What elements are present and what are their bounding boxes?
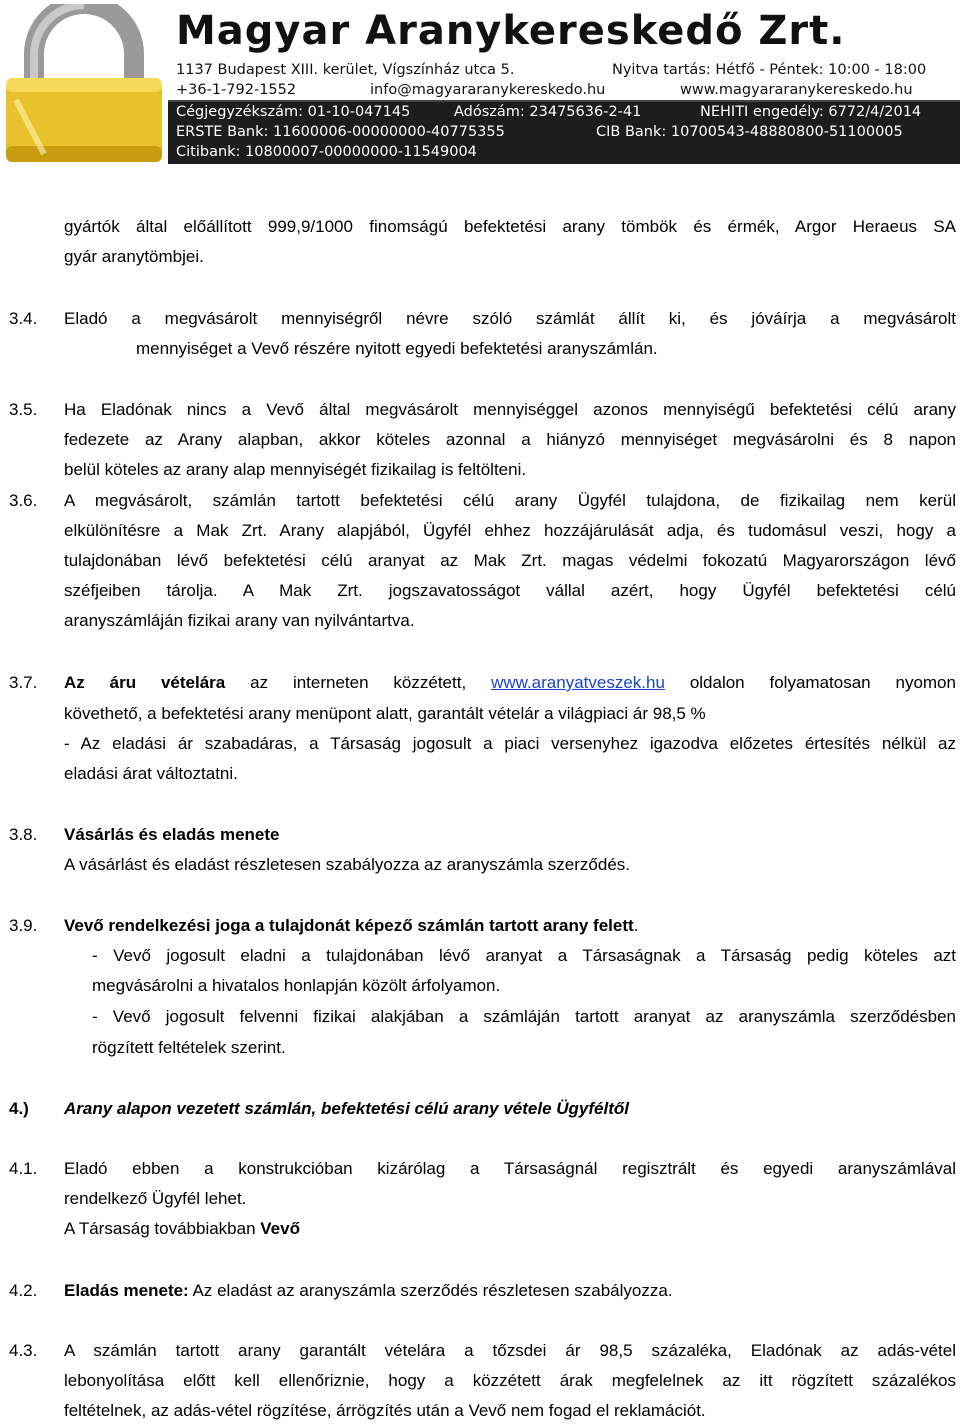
s39-line-2: megvásárolni a hivatalos honlapján közölt árfolyamon.	[92, 976, 501, 995]
s41-line-2: rendelkező Ügyfél lehet.	[64, 1189, 247, 1208]
s4-number: 4.)	[9, 1099, 29, 1118]
s42-title: Eladás menete:	[64, 1281, 189, 1300]
s38-title-text: Vásárlás és eladás menete	[64, 825, 280, 844]
s34-line-2: mennyiséget a Vevő részére nyitott egyedi befektetési aranyszámlán.	[136, 339, 658, 358]
s37-text-a: az interneten közzétett,	[250, 673, 467, 692]
s37-text-b: oldalon folyamatosan nyomon	[689, 673, 956, 692]
s41-line-3	[64, 1218, 300, 1240]
s4-title	[64, 1098, 629, 1120]
registry-band	[168, 100, 960, 164]
s36-line-4: széfjeiben tárolja. A Mak Zrt. jogszavatosságot vállal azért, hogy Ügyfél befektetési célú	[64, 581, 956, 600]
s41-buyer: Vevő	[260, 1219, 300, 1238]
section-number: 3.8.	[9, 825, 38, 844]
s43-line-3: feltételnek, az adás-vétel rögzítése, árrögzítés után a Vevő nem fogad el reklamációt.	[64, 1401, 706, 1420]
s37-line-1	[64, 672, 956, 694]
aranyatveszek-link[interactable]: www.aranyatveszek.hu	[491, 673, 665, 692]
company-name: Magyar Aranykereskedő Zrt.	[176, 8, 846, 54]
s37-line-3: - Az eladási ár szabadáras, a Társaság jogosult a piaci versenyhez igazodva előzetes értesítés nélkül az	[64, 734, 956, 753]
s43-line-1: A számlán tartott arany garantált vételára a tőzsdei ár 98,5 százaléka, Eladónak az adás-vétel	[64, 1341, 956, 1360]
s34-line-1: Eladó a megvásárolt mennyiségről névre szóló számlát állít ki, és jóváírja a megvásárolt	[64, 309, 956, 328]
s38-title	[64, 824, 279, 846]
s36-line-1: A megvásárolt, számlán tartott befektetési célú arany Ügyfél tulajdona, de fizikailag nem kerül	[64, 491, 956, 510]
intro-line-1: gyártók által előállított 999,9/1000 finomságú befektetési arany tömbök és érmék, Argor Heraeus SA	[64, 217, 956, 236]
registry-number: Cégjegyzékszám: 01-10-047145	[176, 104, 411, 120]
s4-title-text: Arany alapon vezetett számlán, befektetési célú arany vétele Ügyféltől	[64, 1099, 629, 1118]
s42-text: Az eladást az aranyszámla szerződés részletesen szabályozza.	[192, 1281, 673, 1300]
s43-line-2: lebonyolítása előtt kell ellenőriznie, hogy a közzétett árak megfelelnek az itt rögzített százalékos	[64, 1371, 956, 1390]
padlock-icon	[4, 4, 166, 164]
s35-line-2: fedezete az Arany alapban, akkor köteles azonnal a hiányzó mennyiséget megvásárolni és 8 napon	[64, 430, 956, 449]
section-number: 3.7.	[9, 673, 38, 692]
letterhead	[0, 0, 960, 168]
s38-line-1: A vásárlást és eladást részletesen szabályozza az aranyszámla szerződés.	[64, 855, 630, 874]
address: 1137 Budapest XIII. kerület, Vígszínház utca 5.	[176, 62, 515, 78]
section-number: 3.4.	[9, 309, 38, 328]
s37-line-4: eladási árat változtatni.	[64, 764, 238, 783]
s35-line-1: Ha Eladónak nincs a Vevő által megvásárolt mennyiséggel azonos mennyiségű befektetési célú arany	[64, 400, 956, 419]
s37-title: Az áru vételára	[64, 673, 226, 692]
section-number: 4.3.	[9, 1341, 38, 1360]
section-number	[9, 1098, 29, 1120]
s41-text: A Társaság továbbiakban	[64, 1219, 256, 1238]
s35-line-3: belül köteles az arany alap mennyiségét fizikailag is feltölteni.	[64, 460, 527, 479]
citibank: Citibank: 10800007-00000000-11549004	[176, 144, 477, 160]
section-number: 3.5.	[9, 400, 38, 419]
intro-line-2: gyár aranytömbjei.	[64, 247, 204, 266]
s39-line-3: - Vevő jogosult felvenni fizikai alakjában a számláján tartott aranyat az aranyszámla szerződésben	[92, 1007, 956, 1026]
contact-band	[168, 58, 960, 102]
s39-title	[64, 915, 638, 937]
cib-bank: CIB Bank: 10700543-48880800-51100005	[596, 124, 903, 140]
nehiti-license: NEHITI engedély: 6772/4/2014	[700, 104, 922, 120]
tax-id: Adószám: 23475636-2-41	[454, 104, 642, 120]
erste-bank: ERSTE Bank: 11600006-00000000-40775355	[176, 124, 505, 140]
email-link[interactable]: info@magyararanykereskedo.hu	[370, 82, 606, 98]
s42-line-1	[64, 1280, 673, 1302]
s39-title-text: Vevő rendelkezési joga a tulajdonát képező számlán tartott arany felett	[64, 916, 634, 935]
section-number: 4.2.	[9, 1281, 38, 1300]
s36-line-2: elkülönítésre a Mak Zrt. Arany alapjából, Ügyfél ehhez hozzájárulását adja, és tudomásul veszi, hogy a	[64, 521, 956, 540]
opening-hours: Nyitva tartás: Hétfő - Péntek: 10:00 - 18:00	[612, 62, 927, 78]
s37-line-2: követhető, a befektetési arany menüpont alatt, garantált vételár a világpiaci ár 98,5 %	[64, 704, 706, 723]
s36-line-5: aranyszámláján fizikai arany van nyilvántartva.	[64, 611, 415, 630]
s39-line-1: - Vevő jogosult eladni a tulajdonában lévő aranyat a Társaságnak a Társaság pedig köteles azt	[92, 946, 956, 965]
phone: +36-1-792-1552	[176, 82, 297, 98]
section-number: 4.1.	[9, 1159, 38, 1178]
s36-line-3: tulajdonában lévő befektetési célú aranyat az Mak Zrt. magas védelmi fokozatú Magyarországon lévő	[64, 551, 956, 570]
s39-line-4: rögzített feltételek szerint.	[92, 1038, 286, 1057]
section-number: 3.6.	[9, 491, 38, 510]
s39-title-dot: .	[633, 916, 639, 935]
section-number: 3.9.	[9, 916, 38, 935]
s41-line-1: Eladó ebben a konstrukcióban kizárólag a Társaságnál regisztrált és egyedi aranyszámlával	[64, 1159, 956, 1178]
website-link[interactable]: www.magyararanykereskedo.hu	[680, 82, 913, 98]
